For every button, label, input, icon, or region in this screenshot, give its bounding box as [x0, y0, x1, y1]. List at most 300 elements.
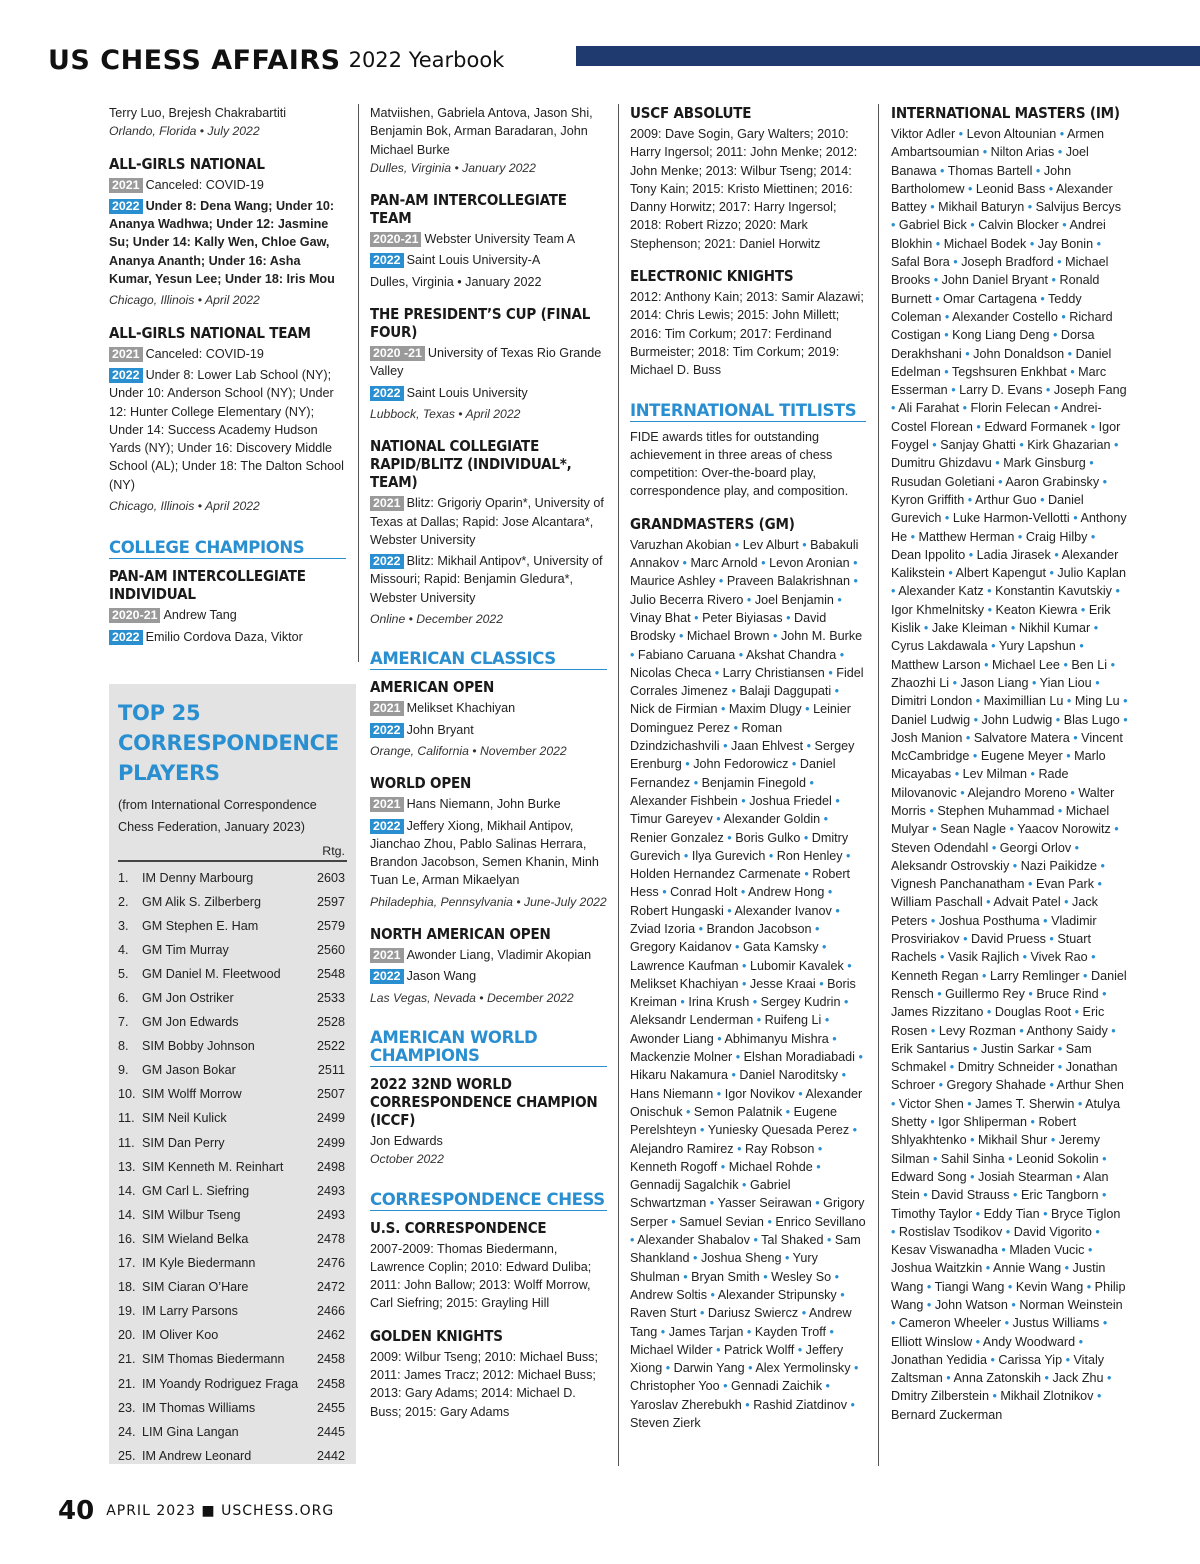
bullet-separator: •	[854, 1050, 863, 1065]
titlist-name: Nazi Paikidze	[1020, 858, 1097, 873]
titlist-name: Ming Lu	[1074, 694, 1120, 709]
rank-number: 21.	[118, 1352, 136, 1367]
titlist-name: Yury Shulman	[630, 1251, 818, 1284]
section-heading: AMERICAN OPEN	[370, 678, 495, 697]
titlist-name: Michael Mulyar	[891, 803, 1110, 837]
table-row	[118, 914, 347, 938]
player-rating: 2445	[316, 1424, 345, 1439]
titlist-name: Nicolas Checa	[630, 665, 712, 680]
table-row	[118, 1010, 347, 1034]
bullet-separator: •	[662, 1361, 674, 1376]
titlist-name: Daniel Fernandez	[630, 757, 836, 790]
year-tag: 2021	[109, 178, 143, 193]
player-rating: 2442	[316, 1448, 345, 1463]
rank-number: 14.	[118, 1207, 136, 1222]
titlist-name: Babakuli Annakov	[630, 537, 859, 571]
bullet-separator: •	[738, 958, 750, 973]
publication-title: US CHESS AFFAIRS	[48, 44, 341, 76]
player-rating: 2522	[316, 1039, 345, 1054]
bullet-separator: •	[891, 1096, 899, 1111]
bullet-separator: •	[907, 529, 919, 544]
bullet-separator: •	[744, 1361, 756, 1376]
bullet-separator: •	[823, 1233, 835, 1248]
bullet-separator: •	[811, 921, 820, 936]
bullet-separator: •	[946, 1060, 958, 1075]
player-rating: 2579	[316, 918, 345, 933]
titlist-name: Samuel Sevian	[679, 1214, 764, 1229]
result-row: 2022 Jason Wang	[370, 967, 607, 985]
titlist-name: Darwin Yang	[673, 1361, 745, 1376]
player-name: GM Jon Edwards	[142, 1015, 239, 1030]
result-row: 2022 Under 8: Dena Wang; Under 10: Ananya Wadhwa; Under 12: Jasmine Su; Under 14: Kally Wen, Chloe Gaw, Ananya Ananth; Under 16: Asha Kumar, Yesun Lee; Under 18: Iris Mou	[109, 198, 335, 287]
table-row	[118, 1203, 347, 1227]
titlist-name: Teddy Coleman	[891, 291, 1082, 324]
bullet-separator: •	[1039, 913, 1052, 928]
year-tag: 2021	[370, 797, 404, 812]
bullet-separator: •	[941, 309, 953, 324]
bullet-separator: •	[949, 255, 962, 270]
bullet-separator: •	[712, 812, 724, 827]
titlist-name: Anthony He	[891, 511, 1127, 544]
titlist-name: Thomas Bartell	[947, 163, 1033, 178]
titlist-name: Florin Felecan	[970, 401, 1051, 416]
bullet-separator: •	[1075, 1334, 1083, 1349]
bullet-separator: •	[1060, 895, 1073, 910]
event-place: Orange, California • November 2022	[370, 743, 567, 758]
titlist-name: Dimitri London	[891, 694, 973, 709]
titlist-name: Steven Odendahl	[891, 840, 989, 855]
bullet-separator: •	[940, 328, 953, 343]
titlist-name: Marc Arnold	[690, 556, 758, 571]
bullet-separator: •	[1061, 1261, 1073, 1276]
titlist-name: Dmitry Gurevich	[630, 830, 849, 863]
category-heading: AMERICAN CLASSICS	[370, 650, 607, 670]
player-name: LIM Gina Langan	[142, 1424, 239, 1439]
bullet-separator: •	[927, 1023, 939, 1038]
bullet-separator: •	[949, 675, 961, 690]
titlist-name: Josiah Stearman	[978, 1169, 1073, 1184]
titlist-name: Daniel Edelman	[891, 346, 1112, 379]
titlist-name: Alexander Goldin	[723, 812, 821, 827]
bullet-separator: •	[850, 574, 858, 589]
titlist-name: John Donaldson	[973, 346, 1065, 361]
bullet-separator: •	[932, 236, 944, 251]
titlist-name: Ali Farahat	[898, 401, 960, 416]
titlist-name: John M. Burke	[780, 629, 863, 644]
titlist-name: Gata Kamsky	[742, 940, 819, 955]
titlist-name: Jonathan Yedidia	[891, 1352, 987, 1367]
titlist-name: Richard Costigan	[891, 309, 1113, 343]
rank-number: 1.	[118, 870, 129, 885]
rank-number: 11.	[118, 1135, 135, 1150]
bullet-separator: •	[891, 584, 899, 599]
titlist-name: Michael Brown	[686, 629, 770, 644]
bullet-separator: •	[920, 621, 932, 636]
titlist-name: Dmitry Schneider	[957, 1060, 1055, 1075]
section-heading: WORLD OPEN	[370, 774, 472, 793]
titlist-name: Anna Zatonskih	[953, 1371, 1042, 1386]
titlist-name: Kyron Griffith	[891, 492, 965, 507]
titlist-name: Anthony Saidy	[1026, 1023, 1108, 1038]
bullet-separator: •	[630, 647, 638, 662]
bullet-separator: •	[919, 1188, 932, 1203]
bullet-separator: •	[933, 986, 946, 1001]
titlist-name: Alejandro Moreno	[967, 785, 1067, 800]
titlist-name: Justin Sarkar	[980, 1041, 1055, 1056]
bullet-separator: •	[1090, 621, 1099, 636]
column-3	[630, 104, 866, 1432]
rank-number: 2.	[118, 894, 129, 909]
player-name: SIM Wieland Belka	[142, 1231, 249, 1246]
event-place: Dulles, Virginia • January 2022	[370, 274, 542, 289]
year-tag: 2022	[370, 969, 404, 984]
titlist-name: Vitaly Zaltsman	[891, 1352, 1105, 1386]
titlist-name: Omar Cartagena	[943, 291, 1037, 306]
player-rating: 2560	[316, 942, 345, 957]
titlist-name: Justin Wang	[891, 1261, 1106, 1294]
titlist-name: Bernard Zuckerman	[891, 1407, 1003, 1422]
bullet-separator: •	[988, 1389, 1001, 1404]
player-rating: 2548	[316, 966, 345, 981]
player-rating: 2476	[316, 1256, 345, 1271]
player-rating: 2466	[316, 1304, 345, 1319]
titlist-name: Gennadij Sagalchik	[630, 1178, 739, 1193]
titlist-name: James T. Sherwin	[975, 1096, 1075, 1111]
bullet-separator: •	[923, 1298, 935, 1312]
bullet-separator: •	[961, 346, 974, 361]
champion-name: Jon Edwards	[370, 1133, 443, 1148]
winners-list: 2009: Dave Sogin, Gary Walters; 2010: Harry Ingersol; 2011: John Menke; 2012: John Menke; 2013: Wilbur Tseng; 2014: Tony Kain; 2015: Kristo Miettinen; 2016: Danny Horwitz; 2017: Harry Ingersol; 2018: Robert Rizzo; 2020: Mark Stephenson; 2021: Daniel Horwitz	[630, 127, 858, 251]
bullet-separator: •	[731, 940, 743, 955]
bullet-separator: •	[1077, 602, 1089, 617]
titlist-name: Cameron Wheeler	[898, 1316, 1002, 1331]
page-footer	[58, 1496, 334, 1526]
player-name: IM Andrew Leonard	[142, 1448, 252, 1463]
bullet-separator: •	[891, 1316, 899, 1331]
player-name: GM Jason Bokar	[142, 1063, 236, 1078]
titlist-name: Joel Benjamin	[754, 592, 834, 607]
titlist-name: Vincent McCambridge	[891, 730, 1123, 764]
titlist-name: Alexander Shabalov	[637, 1233, 750, 1248]
titlist-name: Rusudan Goletiani	[891, 474, 995, 489]
player-name: GM Jon Ostriker	[142, 991, 234, 1006]
bullet-separator: •	[1024, 986, 1037, 1001]
titlist-name: Gabriel Schwartzman	[630, 1178, 791, 1211]
event-place: Philadephia, Pennsylvania • June-July 2022	[370, 894, 607, 909]
year-tag: 2021	[370, 496, 404, 511]
titlist-name: Craig Hilby	[1025, 529, 1088, 544]
rating-column-header: Rtg.	[322, 844, 345, 858]
bullet-separator: •	[1039, 1206, 1052, 1221]
titlist-name: Joseph Bradford	[961, 255, 1054, 270]
bullet-separator: •	[836, 1287, 845, 1302]
titlist-name: Joshua Waitzkin	[891, 1261, 983, 1276]
bullet-separator: •	[719, 739, 732, 754]
bullet-separator: •	[730, 720, 742, 735]
bullet-separator: •	[682, 1104, 694, 1119]
player-rating: 2533	[316, 991, 345, 1006]
bullet-separator: •	[753, 1013, 765, 1028]
rank-number: 10.	[118, 1087, 136, 1102]
titlist-name: Josh Manion	[891, 730, 963, 745]
titlist-name: Nikhil Kumar	[1018, 621, 1091, 636]
titlist-name: Albert Kapengut	[955, 566, 1046, 581]
titlist-name: Keaton Kiewra	[995, 602, 1078, 617]
titlist-name: Lubomir Kavalek	[749, 958, 844, 973]
bullet-separator: •	[1007, 1298, 1020, 1312]
bullet-separator: •	[930, 273, 942, 288]
bullet-separator: •	[1054, 145, 1066, 160]
titlist-name: Grigory Serper	[630, 1196, 865, 1229]
titlist-name: Erik Kislik	[891, 602, 1111, 636]
bullet-separator: •	[681, 757, 694, 772]
bullet-separator: •	[964, 181, 976, 196]
titlist-name: Bryan Smith	[691, 1269, 760, 1284]
section-heading: GOLDEN KNIGHTS	[370, 1326, 503, 1345]
bullet-separator: •	[712, 1342, 725, 1357]
bullet-separator: •	[1083, 1279, 1095, 1294]
bullet-separator: •	[1019, 950, 1031, 965]
result-row: 2022 Saint Louis University-A	[370, 251, 607, 269]
bullet-separator: •	[717, 1159, 729, 1174]
player-name: IM Denny Marbourg	[142, 870, 254, 885]
titlist-name: Guillermo Rey	[945, 986, 1025, 1001]
bullet-separator: •	[1015, 438, 1028, 453]
titlist-name: Ruifeng Li	[764, 1013, 822, 1028]
section-heading: INTERNATIONAL MASTERS (IM)	[891, 104, 1120, 122]
bullet-separator: •	[814, 1141, 823, 1156]
rankings-table	[118, 866, 347, 1468]
rank-number: 3.	[118, 918, 129, 933]
titlist-name: Alexander Ivanov	[734, 903, 832, 918]
table-row	[118, 1275, 347, 1299]
bullet-separator: •	[1007, 621, 1019, 636]
section-heading: U.S. CORRESPONDENCE	[370, 1218, 547, 1237]
table-row	[118, 1323, 347, 1347]
bullet-separator: •	[735, 647, 746, 662]
titlist-name: Philip Wang	[891, 1279, 1126, 1312]
titlist-name: Alex Yermolinsky	[755, 1361, 851, 1376]
bullet-separator: •	[1042, 383, 1054, 398]
titlist-name: Nilton Arias	[990, 145, 1055, 160]
table-row	[118, 890, 347, 914]
titlist-name: Sanjay Ghatti	[940, 438, 1016, 453]
player-name: SIM Ciaran O’Hare	[142, 1280, 249, 1295]
titlist-name: Ladia Jirasek	[976, 547, 1051, 562]
bullet-separator: •	[1047, 1133, 1059, 1148]
titlist-name: Conrad Holt	[670, 885, 738, 900]
bullet-separator: •	[826, 1324, 834, 1339]
bullet-separator: •	[1066, 785, 1079, 800]
titlist-name: Eugene Meyer	[980, 749, 1063, 764]
titlist-name: Daniel Naroditsky	[739, 1068, 839, 1083]
titlist-name: Mackenzie Molner	[630, 1050, 733, 1065]
bullet-separator: •	[1071, 1005, 1083, 1020]
titlist-name: Levon Altounian	[966, 127, 1057, 141]
sidebar-title: TOP 25 CORRESPONDENCE PLAYERS	[118, 701, 339, 785]
titlist-name: Mark Ginsburg	[1003, 456, 1086, 471]
titlist-name: Aleksandr Ostrovskiy	[891, 858, 1010, 873]
titlist-name: Andrei-Costel Florean	[891, 401, 1102, 434]
year-tag: 2020-21	[370, 232, 421, 247]
bullet-separator: •	[679, 1269, 692, 1284]
bullet-separator: •	[849, 1123, 858, 1138]
bullet-separator: •	[782, 1104, 794, 1119]
titlist-name: Larry Christiansen	[722, 665, 825, 680]
bullet-separator: •	[1009, 858, 1021, 873]
bullet-separator: •	[831, 903, 840, 918]
titlist-name: Timothy Taylor	[891, 1206, 973, 1221]
bullet-separator: •	[706, 1196, 718, 1211]
bullet-separator: •	[737, 885, 749, 900]
bullet-separator: •	[824, 885, 833, 900]
titlist-name: Vasik Rajlich	[947, 950, 1020, 965]
bullet-separator: •	[1084, 1243, 1093, 1258]
result-row: 2021 Canceled: COVID-19	[109, 345, 346, 363]
year-tag: 2021	[370, 948, 404, 963]
bullet-separator: •	[1062, 1352, 1074, 1367]
bullet-separator: •	[690, 775, 702, 790]
titlist-name: Lev Milman	[962, 767, 1028, 782]
column-2	[370, 104, 607, 1421]
bullet-separator: •	[1004, 1151, 1017, 1166]
titlist-name: James Tarjan	[668, 1324, 744, 1339]
titlist-name: Alexander Kalikstein	[891, 547, 1119, 581]
titlist-name: Calvin Blocker	[978, 218, 1059, 233]
titlist-name: Levy Rozman	[938, 1023, 1016, 1038]
year-tag: 2022	[370, 723, 404, 738]
bullet-separator: •	[1098, 986, 1107, 1001]
titlist-name: Robert Hess	[630, 867, 851, 900]
bullet-separator: •	[972, 1206, 984, 1221]
player-rating: 2507	[316, 1087, 345, 1102]
bullet-separator: •	[801, 702, 814, 717]
titlist-name: Kayden Troff	[754, 1324, 827, 1339]
titlist-name: Elliott Winslow	[891, 1334, 973, 1349]
titlist-name: Sergey Erenburg	[630, 739, 855, 772]
table-row	[118, 866, 347, 890]
titlist-name: Stephen Muhammad	[937, 803, 1055, 818]
column-divider	[878, 104, 879, 1466]
rank-number: 23.	[118, 1400, 136, 1415]
bullet-separator: •	[940, 364, 952, 379]
bullet-separator: •	[1087, 529, 1096, 544]
bullet-separator: •	[963, 1096, 976, 1111]
titlist-name: Rashid Ziatdinov	[753, 1397, 848, 1412]
rank-number: 20.	[118, 1328, 136, 1343]
result-row: 2021 Canceled: COVID-19	[109, 176, 346, 194]
player-name: SIM Wolff Morrow	[142, 1087, 242, 1102]
titlist-name: Andrei Blokhin	[891, 218, 1106, 251]
bullet-separator: •	[1014, 529, 1026, 544]
section-heading: NORTH AMERICAN OPEN	[370, 925, 551, 944]
bullet-separator: •	[1045, 181, 1056, 196]
table-row	[118, 1420, 347, 1444]
rank-number: 9.	[118, 1063, 129, 1078]
titlist-name: Fabiano Caruana	[637, 647, 736, 662]
bullet-separator: •	[1036, 291, 1049, 306]
player-rating: 2528	[316, 1015, 345, 1030]
bullet-separator: •	[1053, 255, 1066, 270]
event-place: Lubbock, Texas • April 2022	[370, 406, 521, 421]
bullet-separator: •	[1045, 932, 1058, 947]
titlist-name: Eric Rosen	[891, 1005, 1105, 1038]
table-row	[118, 1034, 347, 1058]
table-row	[118, 1347, 347, 1371]
player-name: IM Yoandy Rodriguez Fraga	[142, 1376, 299, 1391]
player-rating: 2472	[316, 1280, 345, 1295]
titlist-name: Robert Shlyakhtenko	[891, 1115, 1077, 1148]
rank-number: 18.	[118, 1280, 136, 1295]
titlist-name: Kirk Ghazarian	[1027, 438, 1111, 453]
titlist-name: Renier Gonzalez	[630, 830, 724, 845]
player-rating: 2458	[316, 1352, 345, 1367]
table-row	[118, 1251, 347, 1275]
bullet-separator: •	[769, 629, 781, 644]
bullet-separator: •	[1032, 163, 1044, 178]
bullet-separator: •	[696, 1306, 708, 1321]
titlist-name: Semon Palatnik	[693, 1104, 783, 1119]
rank-number: 6.	[118, 991, 129, 1006]
titlist-name: Mladen Vucic	[1009, 1243, 1085, 1258]
titlist-name: Norman Weinstein	[1019, 1298, 1123, 1312]
titlist-name: Blas Lugo	[1063, 712, 1120, 727]
titlist-name: Daniel Gurevich	[891, 492, 1084, 526]
bullet-separator: •	[695, 921, 707, 936]
bullet-separator: •	[923, 1279, 935, 1294]
bullet-separator: •	[942, 1371, 954, 1386]
titlist-name: Matthew Herman	[918, 529, 1015, 544]
titlist-name: Igor Foygel	[891, 419, 1121, 453]
player-name: SIM Thomas Biedermann	[142, 1352, 285, 1367]
bullet-separator: •	[689, 1251, 701, 1266]
titlist-name: Matthew Larson	[891, 657, 981, 672]
titlist-name: Advait Patel	[993, 895, 1061, 910]
titlist-name: Maxim Dlugy	[728, 702, 802, 717]
bullet-separator: •	[1054, 1041, 1066, 1056]
bullet-separator: •	[1004, 1279, 1016, 1294]
bullet-separator: •	[717, 702, 729, 717]
column-1	[109, 104, 346, 649]
titlist-name: Georgi Orlov	[999, 840, 1072, 855]
bullet-separator: •	[1050, 547, 1062, 562]
rank-number: 14.	[118, 1183, 136, 1198]
bullet-separator: •	[738, 976, 750, 991]
titlist-name: William Paschall	[891, 895, 983, 910]
bullet-separator: •	[951, 767, 963, 782]
bullet-separator: •	[928, 438, 941, 453]
titlist-name: Michael Rohde	[728, 1159, 813, 1174]
column-divider	[358, 104, 359, 662]
bullet-separator: •	[1103, 1371, 1112, 1386]
event-place: Chicago, Illinois • April 2022	[109, 499, 260, 514]
titlist-name: Fidel Corrales Jimenez	[630, 665, 864, 699]
bullet-separator: •	[1009, 1188, 1021, 1203]
winners-list: 2007-2009: Thomas Biedermann, Lawrence Coplin; 2010: Edward Duliba; 2011: John Ballow; 2013: Wolff Morrow, Carl Siefring; 2015: Grayling Hill	[370, 1241, 592, 1311]
bullet-separator: •	[927, 913, 939, 928]
bullet-separator: •	[812, 1159, 821, 1174]
titlist-name: Elshan Moradiabadi	[743, 1050, 855, 1065]
titlist-name: Cyrus Lakdawala	[891, 639, 988, 654]
bullet-separator: •	[959, 932, 972, 947]
event-place: Dulles, Virginia • January 2022	[370, 160, 536, 175]
bullet-separator: •	[1054, 1060, 1066, 1075]
bullet-separator: •	[690, 610, 703, 625]
bullet-separator: •	[980, 657, 993, 672]
table-row	[118, 1299, 347, 1323]
year-tag: 2020 -21	[370, 346, 425, 361]
bullet-separator: •	[1001, 1316, 1013, 1331]
